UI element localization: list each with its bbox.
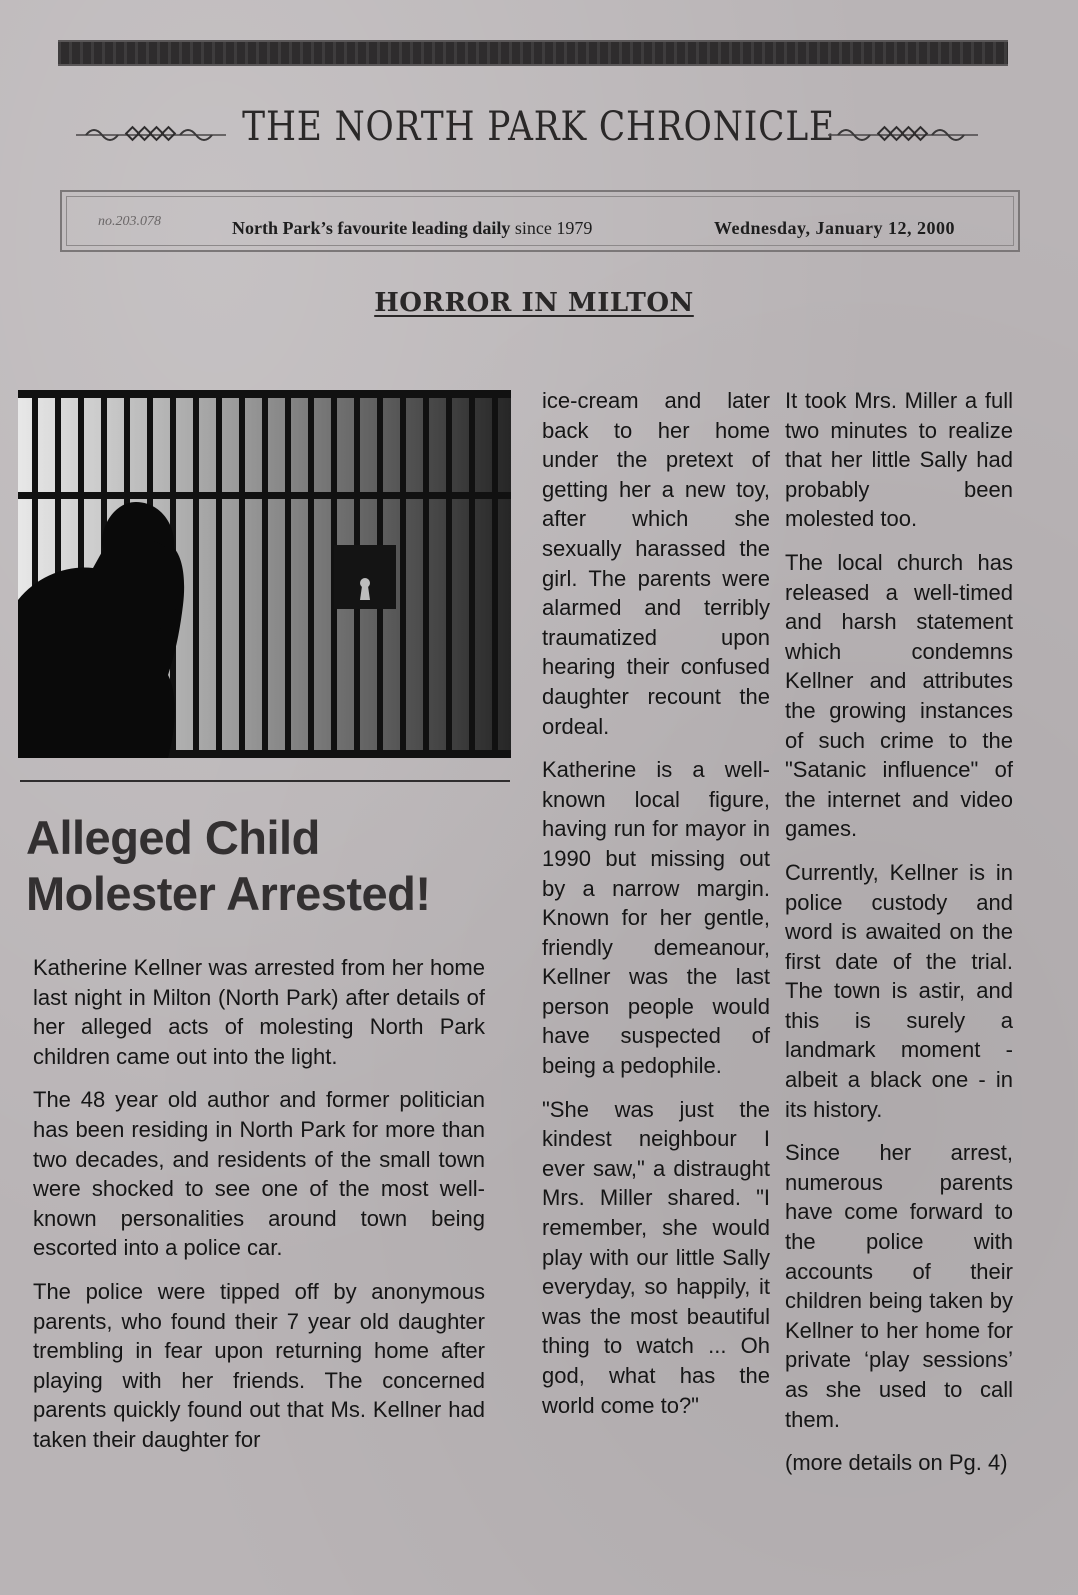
tagline-bold: North Park’s favourite leading daily [232,218,511,238]
jail-bar [446,390,452,758]
paragraph: It took Mrs. Miller a full two minutes to realize that her little Sally had probably been molested too. [785,388,1013,532]
jail-bar [262,390,268,758]
paragraph: Katherine is a well-known local figure, having run for mayor in 1990 but missing out by a narrow margin. Known for her gentle, friendly demeanour, Kellner was the last person people would have suspected of being a pedophile. [542,757,770,1079]
article-headline: Alleged Child Molester Arrested! [26,811,431,920]
jail-bar [239,390,245,758]
section-divider [20,780,510,782]
paragraph: The local church has released a well-timed and harsh statement which condemns Kellner and attributes the growing instances of such crime to the "Satanic influence" of the internet and video games. [785,549,1013,842]
article-column-3 [785,386,1013,1492]
jail-bar [492,390,498,758]
more-details-link[interactable]: (more details on Pg. 4) [785,1450,1008,1476]
paragraph: Currently, Kellner is in police custody and word is awaited on the first date of the trial. The town is astir, and this is surely a landmark moment - albeit a black one - in its history. [785,859,1013,1122]
jail-bar [308,390,314,758]
issue-date: Wednesday, January 12, 2000 [714,218,956,238]
jail-bar [469,390,475,758]
paragraph: The police were tipped off by anonymous parents, who found their 7 year old daughter trembling in fear upon returning home after playing with her friends. The concerned parents quickly found out that Ms. Kellner had taken their daughter for [33,1278,485,1452]
jail-bar [193,390,199,758]
paragraph: Since her arrest, numerous parents have come forward to the police with accounts of their children being taken by Kellner to her home for private ‘play sessions’ as she used to call them. [785,1140,1013,1432]
paragraph: ice-cream and later back to her home under the pretext of getting her a new toy, after which she sexually harassed the girl. The parents were alarmed and terribly traumatized upon hearing their confused daughter recount the ordeal. [542,388,770,739]
issue-number: no.203.078 [98,214,161,229]
paragraph: "She was just the kindest neighbour I ever saw," a distraught Mrs. Miller shared. "I remember, she would play with our little Sally everyday, so happily, it was the most beautiful thing to watch ... Oh god, what has the world come to?" [542,1096,770,1418]
newspaper-tagline [232,218,592,239]
jail-bar [216,390,222,758]
article-column-1 [33,953,485,1469]
jail-bar [285,390,291,758]
jail-bars-silhouette-icon [18,390,511,758]
newspaper-masthead: THE NORTH PARK CHRONICLE [242,104,836,150]
section-headline: HORROR IN MILTON [374,288,694,318]
masthead-info-bar [60,190,1020,252]
flourish-ornament-right-icon [828,120,978,150]
paragraph: The 48 year old author and former politician has been residing in North Park for more than two decades, and residents of the small town were shocked to see one of the most well-known personalities around town being escorted into a police car. [33,1087,485,1261]
paragraph: Katherine Kellner was arrested from her home last night in Milton (North Park) after details of her alleged acts of molesting North Park children came out into the light. [33,955,485,1069]
article-column-2 [542,386,770,1434]
jail-bar [400,390,406,758]
jail-bar [423,390,429,758]
decorative-top-bar [58,40,1008,66]
tagline-rest: since 1979 [510,218,593,238]
